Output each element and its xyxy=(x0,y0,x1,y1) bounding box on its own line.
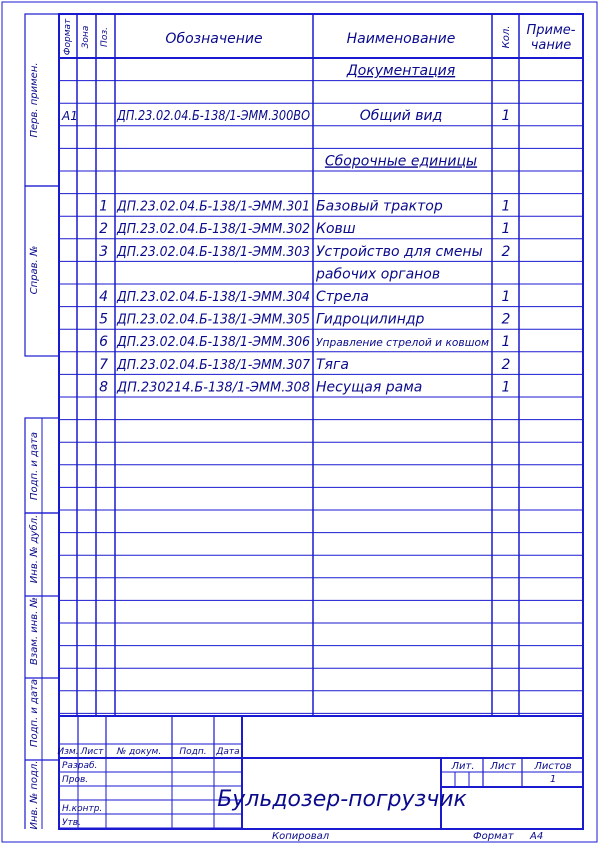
header-name: Наименование xyxy=(346,31,456,47)
tb-n-kontr: Н.контр. xyxy=(62,804,103,814)
footer-copied: Копировал xyxy=(272,831,330,842)
tb-sheets-value: 1 xyxy=(549,774,557,785)
tb-podp: Подп. xyxy=(179,747,207,757)
row-format: А1 xyxy=(62,109,78,124)
row-pos: 7 xyxy=(99,356,108,373)
row-designation: ДП.23.02.04.Б-138/1-ЭММ.301 xyxy=(116,199,311,215)
tb-izm: Изм. xyxy=(57,747,79,757)
row-qty: 1 xyxy=(501,379,511,396)
row-qty: 1 xyxy=(501,289,511,305)
tb-utv: Утв. xyxy=(62,818,81,828)
row-qty: 2 xyxy=(501,243,511,260)
document-title: Бульдозер-погрузчик xyxy=(217,787,467,812)
tb-razrab: Разраб. xyxy=(62,761,98,771)
row-designation: ДП.23.02.04.Б-138/1-ЭММ.304 xyxy=(116,290,311,305)
label-podp-data-2: Подп. и дата xyxy=(29,678,40,748)
row-qty: 1 xyxy=(501,198,511,215)
footer-format-label: Формат xyxy=(473,831,514,842)
footer-format-value: А4 xyxy=(530,831,544,842)
section-heading: Документация xyxy=(346,63,456,79)
tb-data: Дата xyxy=(216,747,240,757)
label-vzam-inv: Взам. инв. № xyxy=(29,597,40,665)
row-designation: ДП.230214.Б-138/1-ЭММ.308 xyxy=(116,380,310,396)
label-podp-data-1: Подп. и дата xyxy=(29,431,40,501)
label-sprav-no: Справ. № xyxy=(29,245,40,295)
header-pos: Поз. xyxy=(100,27,110,47)
row-name: Ковш xyxy=(316,221,356,238)
row-qty: 2 xyxy=(501,311,511,328)
row-qty: 1 xyxy=(501,334,511,351)
row-name: Стрела xyxy=(316,289,369,305)
row-pos: 4 xyxy=(99,289,108,305)
table-header xyxy=(63,18,576,55)
header-note-line2: чание xyxy=(530,38,572,53)
row-pos: 2 xyxy=(99,221,108,238)
sheet-footer xyxy=(272,831,543,842)
row-designation: ДП.23.02.04.Б-138/1-ЭММ.306 xyxy=(116,335,311,351)
row-pos: 8 xyxy=(99,379,108,396)
row-designation: ДП.23.02.04.Б-138/1-ЭММ.300ВО xyxy=(116,109,311,125)
tb-doc-no: № докум. xyxy=(116,747,162,757)
row-pos: 5 xyxy=(99,311,108,328)
row-qty: 1 xyxy=(501,221,511,238)
row-name: рабочих органов xyxy=(316,266,441,283)
tb-sheets: Листов xyxy=(534,761,572,772)
label-inv-podl: Инв. № подл. xyxy=(29,760,40,830)
row-designation: ДП.23.02.04.Б-138/1-ЭММ.307 xyxy=(116,357,311,373)
margin-labels xyxy=(28,62,40,829)
label-inv-dubl: Инв. № дубл. xyxy=(29,514,40,584)
grid-lines xyxy=(2,2,597,842)
row-pos: 3 xyxy=(99,243,108,260)
row-name: Базовый трактор xyxy=(316,198,443,215)
row-designation: ДП.23.02.04.Б-138/1-ЭММ.305 xyxy=(116,312,311,328)
tb-prov: Пров. xyxy=(62,775,89,785)
tb-list: Лист xyxy=(80,747,104,757)
tb-lit: Лит. xyxy=(451,761,475,772)
row-name: Общий вид xyxy=(359,108,443,125)
row-name: Несущая рама xyxy=(316,379,423,396)
header-qty: Кол. xyxy=(501,25,512,49)
row-qty: 2 xyxy=(501,356,511,373)
row-name: Гидроцилиндр xyxy=(316,311,425,328)
row-pos: 6 xyxy=(99,334,108,351)
header-zone: Зона xyxy=(81,25,91,49)
header-format: Формат xyxy=(63,18,73,56)
row-designation: ДП.23.02.04.Б-138/1-ЭММ.302 xyxy=(116,222,311,238)
spec-rows xyxy=(61,63,511,395)
header-designation: Обозначение xyxy=(165,31,263,47)
row-name: Тяга xyxy=(316,356,349,373)
row-designation: ДП.23.02.04.Б-138/1-ЭММ.303 xyxy=(116,244,311,260)
row-name: Управление стрелой и ковшом xyxy=(316,336,489,350)
frame-rect xyxy=(59,14,583,829)
row-name: Устройство для смены xyxy=(316,243,483,260)
row-pos: 1 xyxy=(99,198,108,215)
label-perv-primen: Перв. примен. xyxy=(29,62,40,138)
section-heading: Сборочные единицы xyxy=(324,153,478,170)
row-qty: 1 xyxy=(501,108,511,125)
header-note-line1: Приме- xyxy=(526,23,576,38)
tb-sheet: Лист xyxy=(490,761,516,772)
